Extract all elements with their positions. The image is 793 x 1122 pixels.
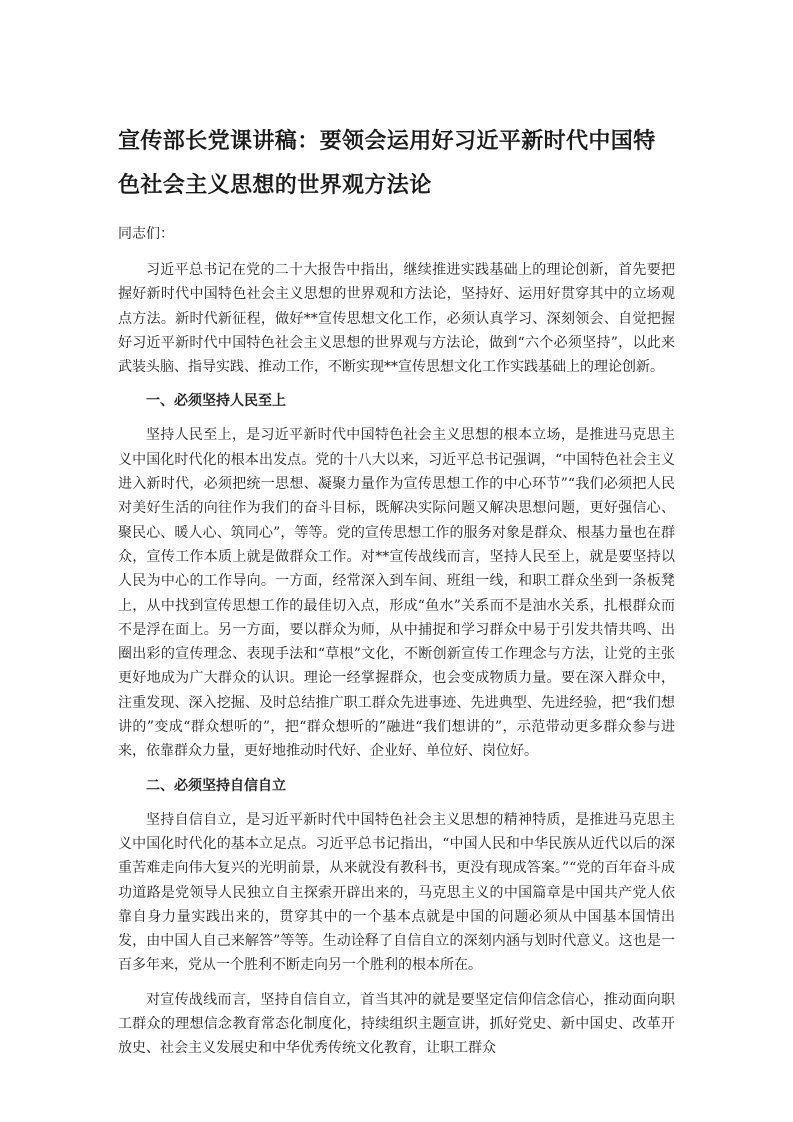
intro-paragraph: 习近平总书记在党的二十大报告中指出，继续推进实践基础上的理论创新，首先要把握好新时代中国特色社会主义思想的世界观和方法论，坚持好、运用好贯穿其中的立场观点方法。新时代新征程，做好**宣传思想文化工作，必须认真学习、深刻领会、自觉把握好习近平新时代中国特色社会主义思想的世界观与方法论，做到“六个必须坚持”，以此来武装头脑、指导实践、推动工作，不断实现**宣传思想文化工作实践基础上的理论创新。 bbox=[118, 262, 675, 376]
section-heading-1: 一、必须坚持人民至上 bbox=[146, 393, 286, 410]
section-2-paragraph-1: 坚持自信自立，是习近平新时代中国特色社会主义思想的精神特质，是推进马克思主义中国化时代化的基本立足点。习近平总书记指出，“中国人民和中华民族从近代以后的深重苦难走向伟大复兴的光明前景，从来就没有教科书，更没有现成答案。”“党的百年奋斗成功道路是党领导人民独立自主探索开辟出来的，马克思主义的中国篇章是中国共产党人依靠自身力量实践出来的，贯穿其中的一个基本点就是中国的问题必须从中国基本国情出发，由中国人自己来解答”等等。生动诠释了自信自立的深刻内涵与划时代意义。这也是一百多年来，党从一个胜利不断走向另一个胜利的根本所在。 bbox=[118, 811, 675, 974]
section-heading-2: 二、必须坚持自信自立 bbox=[146, 777, 286, 794]
section-2-paragraph-2: 对宣传战线而言，坚持自信自立，首当其冲的就是要坚定信仰信念信心，推动面向职工群众的理想信念教育常态化制度化，持续组织主题宣讲，抓好党史、新中国史、改革开放史、社会主义发展史和中华优秀传统文化教育，让职工群众 bbox=[118, 991, 675, 1057]
salutation: 同志们： bbox=[118, 226, 174, 242]
document-title: 宣传部长党课讲稿：要领会运用好习近平新时代中国特色社会主义思想的世界观方法论 bbox=[118, 129, 656, 198]
section-1-paragraph: 坚持人民至上，是习近平新时代中国特色社会主义思想的根本立场，是推进马克思主义中国化时代化的根本出发点。党的十八大以来，习近平总书记强调，“中国特色社会主义进入新时代，必须把统一思想、凝聚力量作为宣传思想工作的中心环节”“我们必须把人民对美好生活的向往作为我们的奋斗目标，既解决实际问题又解决思想问题，更好强信心、聚民心、暖人心、筑同心”，等等。党的宣传思想工作的服务对象是群众、根基力量也在群众，宣传工作本质上就是做群众工作。对**宣传战线而言，坚持人民至上，就是要坚持以人民为中心的工作导向。一方面，经常深入到车间、班组一线，和职工群众坐到一条板凳上，从中找到宣传思想工作的最佳切入点，形成“鱼水”关系而不是油水关系，扎根群众而不是浮在面上。另一方面，要以群众为师，从中捕捉和学习群众中易于引发共情共鸣、出圈出彩的宣传理念、表现手法和“草根”文化，不断创新宣传工作理念与方法，让党的主张更好地成为广大群众的认识。理论一经掌握群众，也会变成物质力量。要在深入群众中，注重发现、深入挖掘、及时总结推广职工群众先进事迹、先进典型、先进经验，把“我们想讲的”变成“群众想听的”，把“群众想听的”融进“我们想讲的”，示范带动更多群众参与进来，依靠群众力量，更好地推动时代好、企业好、单位好、岗位好。 bbox=[118, 427, 675, 760]
